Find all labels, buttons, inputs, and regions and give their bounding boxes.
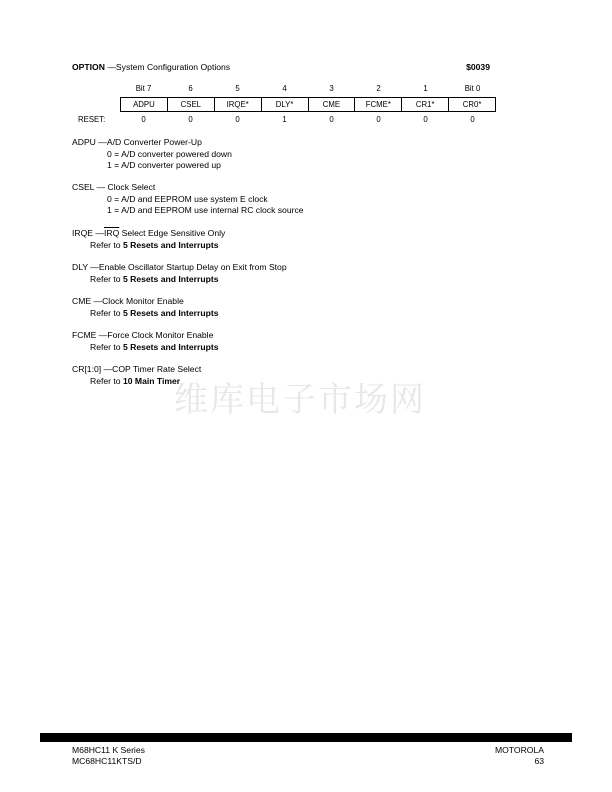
cme-title: CME —Clock Monitor Enable — [72, 296, 184, 306]
refer-text: Refer to — [90, 273, 123, 284]
section-reference: 5 Resets and Interrupts — [122, 307, 219, 318]
irqe-title-prefix: IRQE — — [72, 228, 104, 238]
register-description: —System Configuration Options — [104, 62, 231, 72]
section-reference: 5 Resets and Interrupts — [122, 341, 219, 352]
fcme-description — [72, 330, 512, 353]
dly-title: DLY —Enable Oscillator Startup Delay on Exit from Stop — [72, 262, 287, 272]
fcme-title: FCME —Force Clock Monitor Enable — [72, 330, 214, 340]
register-name: OPTION — [72, 62, 105, 72]
bit-label: 6 — [188, 84, 193, 93]
reset-value: 1 — [282, 115, 287, 124]
reset-value: 0 — [235, 115, 240, 124]
irqe-reference — [72, 240, 512, 252]
irqe-description — [72, 228, 512, 251]
register-bit-cell: IRQE* — [215, 98, 262, 111]
reset-value: 0 — [141, 115, 146, 124]
page-number: 63 — [534, 756, 544, 766]
register-bit-cell: CME — [309, 98, 356, 111]
cr-title: CR[1:0] —COP Timer Rate Select — [72, 364, 202, 374]
csel-title: CSEL — Clock Select — [72, 182, 156, 192]
reset-value: 0 — [470, 115, 475, 124]
footer-rule — [40, 733, 572, 742]
reset-value: 0 — [376, 115, 381, 124]
register-bit-table — [120, 97, 496, 112]
csel-value-1: 1 = A/D and EEPROM use internal RC clock source — [107, 205, 304, 215]
reset-row — [72, 115, 502, 125]
bit-label: Bit 0 — [464, 84, 481, 93]
irqe-title-suffix: Select Edge Sensitive Only — [119, 228, 226, 238]
document-id: MC68HC11KTS/D — [72, 756, 142, 766]
series-name: M68HC11 K Series — [72, 745, 145, 755]
register-bit-cell: FCME* — [355, 98, 402, 111]
register-title — [72, 62, 230, 72]
adpu-value-1: 1 = A/D converter powered up — [107, 160, 221, 170]
cme-reference — [72, 308, 512, 320]
adpu-description — [72, 137, 512, 172]
bit-label: Bit 7 — [135, 84, 152, 93]
section-reference: 10 Main Timer — [122, 375, 181, 386]
brand-name: MOTOROLA — [494, 745, 544, 755]
reset-value: 0 — [329, 115, 334, 124]
bit-label: 1 — [423, 84, 428, 93]
register-header — [72, 62, 490, 74]
dly-description — [72, 262, 512, 285]
section-reference: 5 Resets and Interrupts — [122, 239, 219, 250]
refer-text: Refer to — [90, 341, 123, 352]
section-reference: 5 Resets and Interrupts — [122, 273, 219, 284]
adpu-value-0: 0 = A/D converter powered down — [107, 148, 232, 159]
bit-label: 5 — [235, 84, 240, 93]
irqe-title — [72, 228, 512, 240]
register-bit-cell: CR1* — [402, 98, 449, 111]
refer-text: Refer to — [90, 375, 123, 386]
bit-label: 3 — [329, 84, 334, 93]
register-bit-cell: CSEL — [168, 98, 215, 111]
register-bit-cell: CR0* — [462, 100, 482, 109]
fcme-reference — [72, 342, 512, 354]
register-bit-cell: ADPU — [121, 98, 168, 111]
irq-signal-name: $\overline{IRQ}$ — [104, 228, 120, 238]
refer-text: Refer to — [90, 239, 123, 250]
reset-value: 0 — [423, 115, 428, 124]
reset-label: RESET: — [78, 115, 106, 124]
bit-label: 2 — [376, 84, 381, 93]
register-bit-cell: DLY* — [262, 98, 309, 111]
register-address: $0039 — [466, 62, 490, 72]
dly-reference — [72, 274, 512, 286]
footer-right — [495, 745, 544, 767]
csel-description — [72, 182, 512, 217]
footer-left — [72, 745, 145, 767]
csel-value-0: 0 = A/D and EEPROM use system E clock — [107, 193, 268, 204]
cme-description — [72, 296, 512, 319]
bit-label: 4 — [282, 84, 287, 93]
reset-value: 0 — [188, 115, 193, 124]
watermark: 维库电子市场网 — [174, 380, 426, 420]
refer-text: Refer to — [90, 307, 123, 318]
adpu-title: ADPU —A/D Converter Power-Up — [72, 137, 202, 147]
